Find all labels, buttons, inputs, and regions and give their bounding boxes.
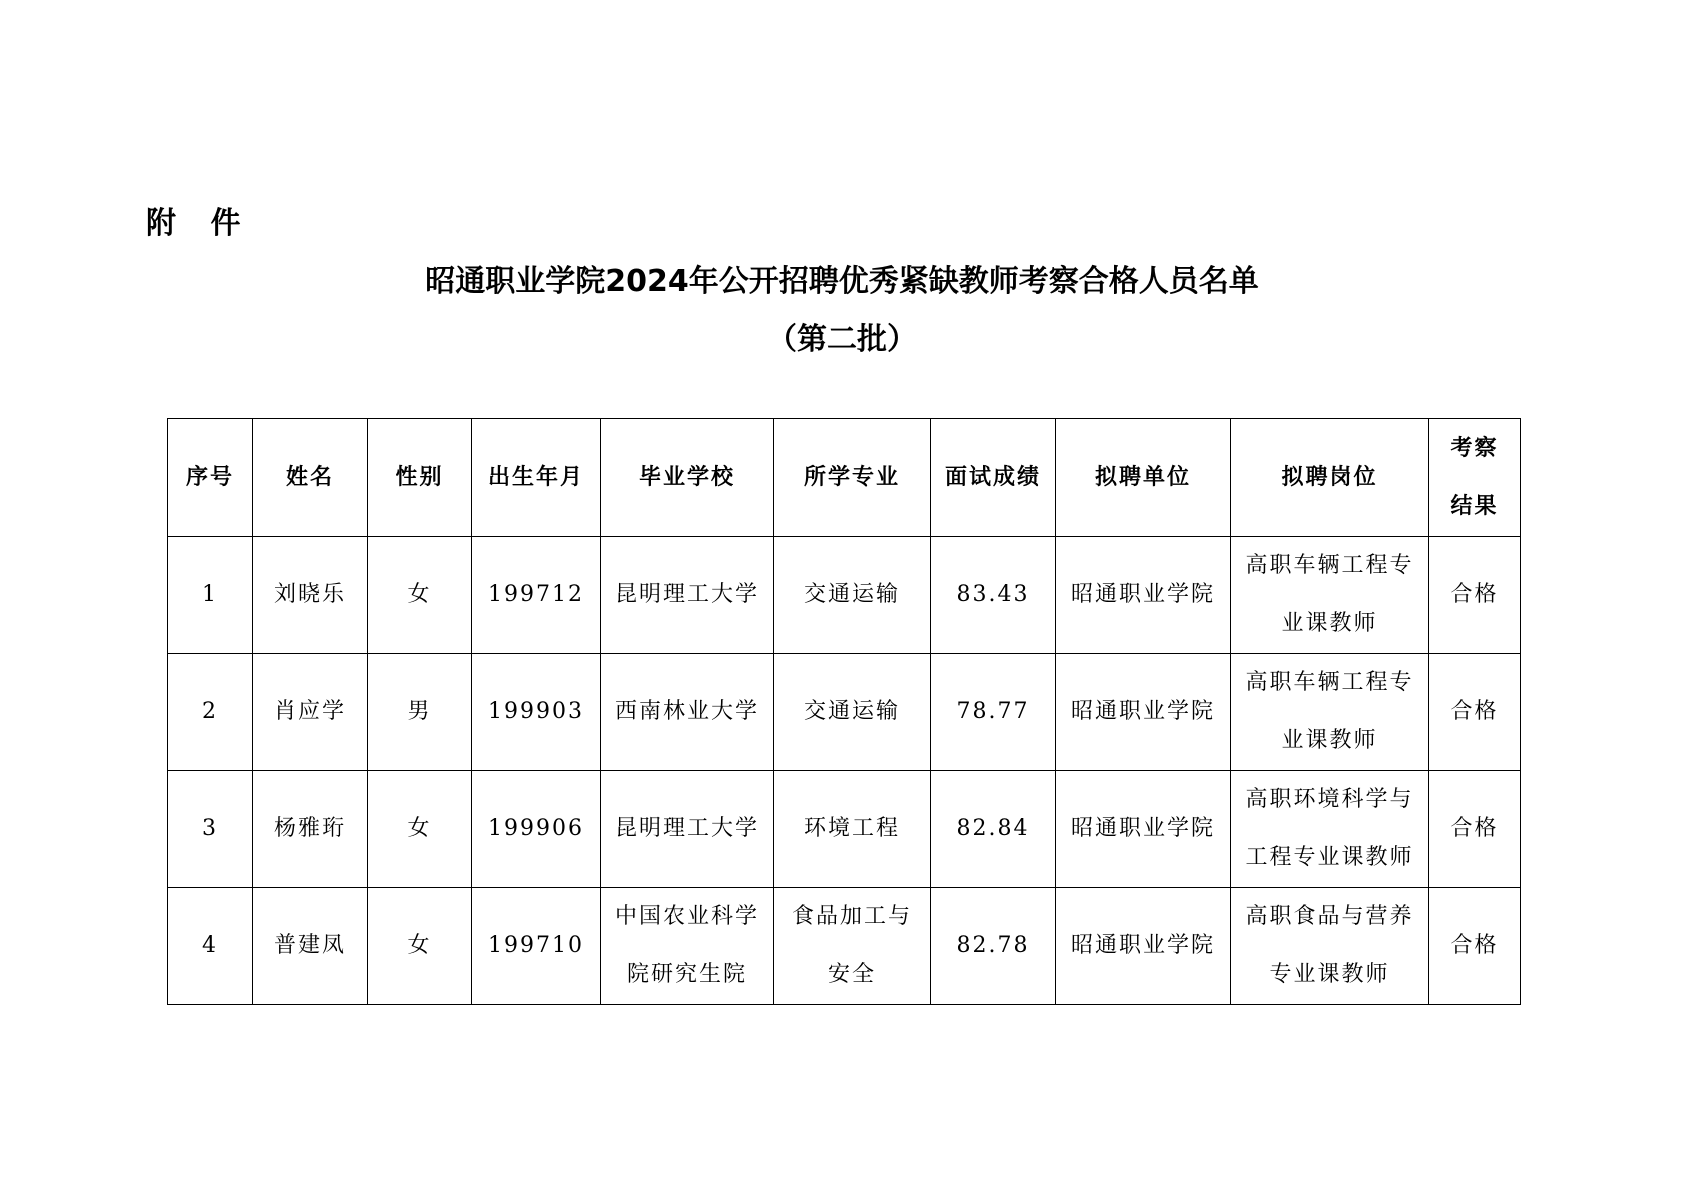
- cell-school-line: 院研究生院: [626, 962, 747, 987]
- cell-position-line: 高职车辆工程专: [1245, 553, 1414, 578]
- table-header-row: [168, 419, 1521, 537]
- table-row: [168, 537, 1521, 654]
- attachment-label: 附 件: [146, 206, 253, 241]
- header-no: 序号: [168, 419, 253, 537]
- cell-name: 肖应学: [253, 654, 368, 771]
- cell-gender: 女: [368, 537, 472, 654]
- header-major: 所学专业: [774, 419, 931, 537]
- table-row: [168, 654, 1521, 771]
- header-name: 姓名: [253, 419, 368, 537]
- cell-no: 2: [168, 654, 253, 771]
- cell-name: 普建凤: [253, 888, 368, 1005]
- cell-position-line: 业课教师: [1281, 728, 1378, 753]
- cell-position-line: 工程专业课教师: [1245, 845, 1414, 870]
- cell-no: 1: [168, 537, 253, 654]
- cell-position: [1231, 888, 1429, 1005]
- cell-position: [1231, 771, 1429, 888]
- header-gender: 性别: [368, 419, 472, 537]
- header-score: 面试成绩: [931, 419, 1056, 537]
- cell-school-line: 中国农业科学: [614, 904, 759, 929]
- cell-school: [601, 888, 774, 1005]
- document-subtitle: （第二批）: [767, 322, 917, 357]
- cell-score: 83.43: [931, 537, 1056, 654]
- cell-result: 合格: [1429, 771, 1521, 888]
- cell-gender: 男: [368, 654, 472, 771]
- cell-position: [1231, 654, 1429, 771]
- cell-no: 4: [168, 888, 253, 1005]
- cell-no: 3: [168, 771, 253, 888]
- cell-gender: 女: [368, 888, 472, 1005]
- header-school: 毕业学校: [601, 419, 774, 537]
- cell-score: 78.77: [931, 654, 1056, 771]
- cell-unit: 昭通职业学院: [1056, 888, 1231, 1005]
- cell-unit: 昭通职业学院: [1056, 771, 1231, 888]
- cell-position-line: 专业课教师: [1269, 962, 1390, 987]
- cell-major: 交通运输: [774, 537, 931, 654]
- cell-score: 82.78: [931, 888, 1056, 1005]
- cell-position-line: 业课教师: [1281, 611, 1378, 636]
- table-row: [168, 771, 1521, 888]
- cell-result: 合格: [1429, 537, 1521, 654]
- cell-name: 刘晓乐: [253, 537, 368, 654]
- cell-position-line: 高职环境科学与: [1245, 787, 1414, 812]
- header-result: [1429, 419, 1521, 537]
- cell-score: 82.84: [931, 771, 1056, 888]
- header-birth: 出生年月: [472, 419, 601, 537]
- cell-birth: 199906: [472, 771, 601, 888]
- cell-birth: 199903: [472, 654, 601, 771]
- cell-position: [1231, 537, 1429, 654]
- header-result-line: 结果: [1450, 493, 1499, 519]
- cell-major: [774, 888, 931, 1005]
- header-position: 拟聘岗位: [1231, 419, 1429, 537]
- cell-birth: 199710: [472, 888, 601, 1005]
- cell-unit: 昭通职业学院: [1056, 654, 1231, 771]
- cell-major: 环境工程: [774, 771, 931, 888]
- cell-school: 昆明理工大学: [601, 771, 774, 888]
- cell-result: 合格: [1429, 654, 1521, 771]
- header-result-line: 考察: [1450, 435, 1499, 461]
- cell-major-line: 安全: [827, 962, 876, 987]
- cell-position-line: 高职食品与营养: [1245, 904, 1414, 929]
- cell-result: 合格: [1429, 888, 1521, 1005]
- cell-school: 昆明理工大学: [601, 537, 774, 654]
- roster-table: [167, 418, 1521, 1005]
- cell-school: 西南林业大学: [601, 654, 774, 771]
- document-title: 昭通职业学院2024年公开招聘优秀紧缺教师考察合格人员名单: [425, 264, 1259, 299]
- table-row: [168, 888, 1521, 1005]
- cell-unit: 昭通职业学院: [1056, 537, 1231, 654]
- cell-name: 杨雅珩: [253, 771, 368, 888]
- cell-birth: 199712: [472, 537, 601, 654]
- header-unit: 拟聘单位: [1056, 419, 1231, 537]
- cell-gender: 女: [368, 771, 472, 888]
- cell-major: 交通运输: [774, 654, 931, 771]
- cell-position-line: 高职车辆工程专: [1245, 670, 1414, 695]
- cell-major-line: 食品加工与: [791, 904, 912, 929]
